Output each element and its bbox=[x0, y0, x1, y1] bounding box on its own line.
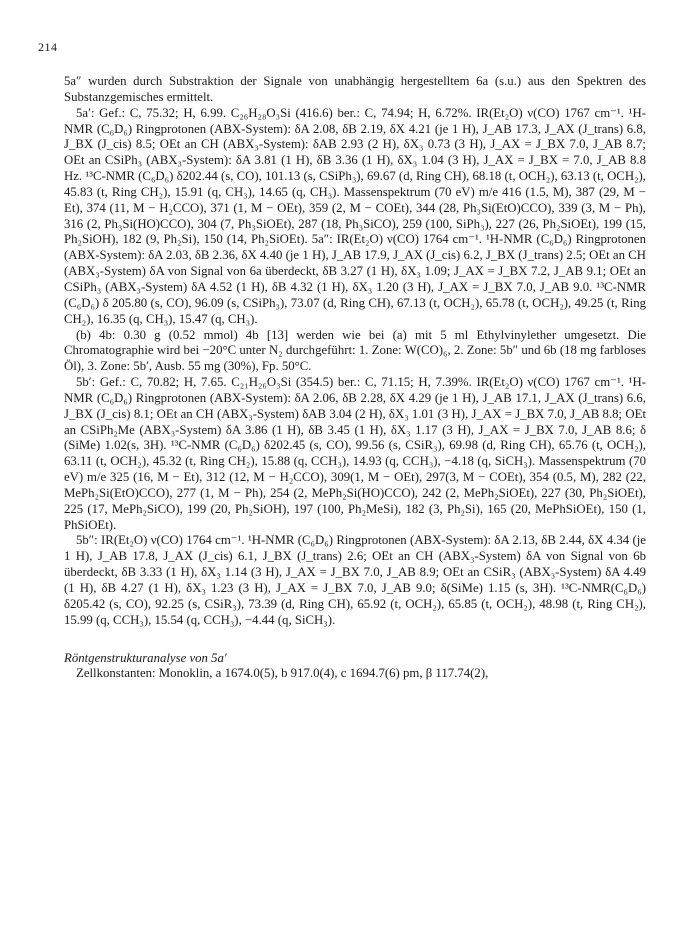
section-heading: Röntgenstrukturanalyse von 5a′ bbox=[64, 650, 227, 665]
paragraph-5a-prime-data: 5a′: Gef.: C, 75.32; H, 6.99. C₂₆H₂₈O₃Si (416.6) ber.: C, 74.94; H, 6.72%. IR(Et₂O) ν(CO) 1767 cm⁻¹. ¹H-NMR (C₆D₆) Ringprotonen (ABX-System): δA 2.08, δB 2.19, δX 4.21 (je 1 H), J_AB 17.3, J_AX (J_trans) 6.8, J_BX (J_cis) 8.5; OEt an CH (ABX₃-System): δAB 2.93 (2 H), δX₃ 0.73 (3 H), J_AX = J_BX 7.0, J_AB 8.7; OEt an CSiPh₃ (ABX₃-System): δA 3.81 (1 H), δB 3.36 (1 H), δX₃ 1.04 (3 H), J_AX = J_BX = 7.0, J_AB 8.8 Hz. ¹³C-NMR (C₆D₆) δ202.44 (s, CO), 101.13 (s, CSiPh₃), 69.67 (d, Ring CH), 68.18 (t, OCH₂), 63.13 (t, OCH₂), 45.83 (t, Ring CH₂), 15.91 (q, CH₃), 14.65 (q, CH₃). Massenspektrum (70 eV) m/e 416 (1.5, M), 387 (29, M − Et), 374 (11, M − H₂CCO), 371 (1, M − OEt), 359 (2, M − COEt), 344 (28, Ph₃Si(EtO)CCO), 339 (3, M − Ph), 316 (2, Ph₃Si(HO)CCO), 304 (7, Ph₃SiOEt), 287 (18, Ph₃SiCO), 259 (100, SiPh₃), 227 (26, Ph₂SiOEt), 199 (15, Ph₂SiOH), 182 (9, Ph₂Si), 150 (14, Ph₂SiOEt). 5a″: IR(Et₂O) ν(CO) 1764 cm⁻¹. ¹H-NMR (C₆D₆) Ringprotonen (ABX-System): δA 2.03, δB 2.36, δX 4.40 (je 1 H), J_AB 17.9, J_AX (J_cis) 6.2, J_BX (J_trans) 2.5; OEt an CH (ABX₃-System) δA von Signal von 6a überdeckt, δB 3.27 (1 H), δX₃ 1.09; J_AX = J_BX 7.2, J_AB 9.1; OEt an CSiPh₃ (ABX₃-System) δA 4.52 (1 H), δB 4.32 (1 H), δX₃ 1.20 (3 H), J_AX = J_BX 7.0, J_AB 9.0. ¹³C-NMR (C₆D₆) δ 205.80 (s, CO), 96.09 (s, CSiPh₃), 73.07 (d, Ring CH), 67.13 (t, OCH₂), 65.78 (t, OCH₂), 49.25 (t, Ring CH₂), 16.35 (q, CH₃), 15.47 (q, CH₃). bbox=[64, 105, 647, 326]
paragraph-procedure-b: (b) 4b: 0.30 g (0.52 mmol) 4b [13] werden wie bei (a) mit 5 ml Ethylvinylether umgesetzt. Die Chromatographie wird bei −20°C unter N₂ durchgeführt: 1. Zone: W(CO)₆, 2. Zone: 5b″ und 6b (18 mg farbloses Öl), 3. Zone: 5b′, Ausb. 55 mg (30%), Fp. 50°C. bbox=[64, 327, 646, 374]
paragraph-5b-prime-data: 5b′: Gef.: C, 70.82; H, 7.65. C₂₁H₂₆O₃Si (354.5) ber.: C, 71.15; H, 7.39%. IR(Et₂O) ν(CO) 1767 cm⁻¹. ¹H-NMR (C₆D₆) Ringprotonen (ABX-System): δA 2.06, δB 2.28, δX 4.29 (je 1 H), J_AB 17.1, J_AX (J_trans) 6.6, J_BX (J_cis) 8.1; OEt an CH (ABX₃-System) δAB 3.04 (2 H), δX₃ 1.01 (3 H), J_AX = J_BX 7.0, J_AB 8.8; OEt an CSiPh₂Me (ABX₃-System) δA 3.86 (1 H), δB 3.45 (1 H), δX₃ 1.17 (3 H), J_AX = J_BX 7.0, J_AB 8.6; δ (SiMe) 1.02(s, 3H). ¹³C-NMR (C₆D₆) δ202.45 (s, CO), 99.56 (s, CSiR₃), 69.98 (d, Ring CH), 65.76 (t, OCH₂), 63.11 (t, OCH₂), 45.32 (t, Ring CH₂), 15.88 (q, CCH₃), 14.93 (q, CCH₃), −4.18 (q, SiCH₃). Massenspektrum (70 eV) m/e 325 (16, M − Et), 312 (12, M − H₂CCO), 309(1, M − OEt), 297(3, M − COEt), 354 (0.5, M), 282 (22, MePh₂Si(EtO)CCO), 277 (1, M − Ph), 254 (2, MePh₂Si(HO)CCO), 242 (2, MePh₂SiOEt), 227 (30, Ph₂SiOEt), 225 (17, MePh₂SiCO), 199 (20, Ph₂SiOH), 197 (100, Ph₂MeSi), 182 (3, Ph₂Si), 165 (20, MePhSiOEt), 150 (1, PhSiOEt). bbox=[64, 375, 646, 532]
page-number: 214 bbox=[38, 40, 58, 54]
paragraph-5b-double-prime-data: 5b″: IR(Et₂O) ν(CO) 1764 cm⁻¹. ¹H-NMR (C₆D₆) Ringprotonen (ABX-System): δA 2.13, δB 2.44, δX 4.34 (je 1 H), J_AB 17.8, J_AX (J_cis) 6.1, J_BX (J_trans) 2.6; OEt an CH (ABX₃-System) δA von Signal von 6b überdeckt, δB 3.33 (1 H), δX₃ 1.14 (3 H), J_AX = J_BX 7.0, J_AB 8.9; OEt an CSiR₃ (ABX₃-System) δA 4.49 (1 H), δB 4.27 (1 H), δX₃ 1.23 (3 H), J_AX = J_BX 7.0, J_AB 9.0; δ(SiMe) 1.15 (s, 3H). ¹³C-NMR(C₆D₆) δ205.42 (s, CO), 92.25 (s, CSiR₃), 73.39 (d, Ring CH), 65.92 (t, OCH₂), 65.85 (t, OCH₂), 48.98 (t, Ring CH₂), 15.99 (q, CCH₃), 15.54 (q, CCH₃), −4.44 (q, SiCH₃). bbox=[64, 533, 646, 627]
paragraph-5a-double-prime-note: 5a″ wurden durch Substraktion der Signale von unabhängig hergestelltem 6a (s.u.) aus den Spektren des Substanzgemisches ermittelt. bbox=[64, 74, 646, 104]
body-text bbox=[64, 74, 646, 682]
cell-constants-line: Zellkonstanten: Monoklin, a 1674.0(5), b 917.0(4), c 1694.7(6) pm, β 117.74(2), bbox=[76, 666, 489, 681]
